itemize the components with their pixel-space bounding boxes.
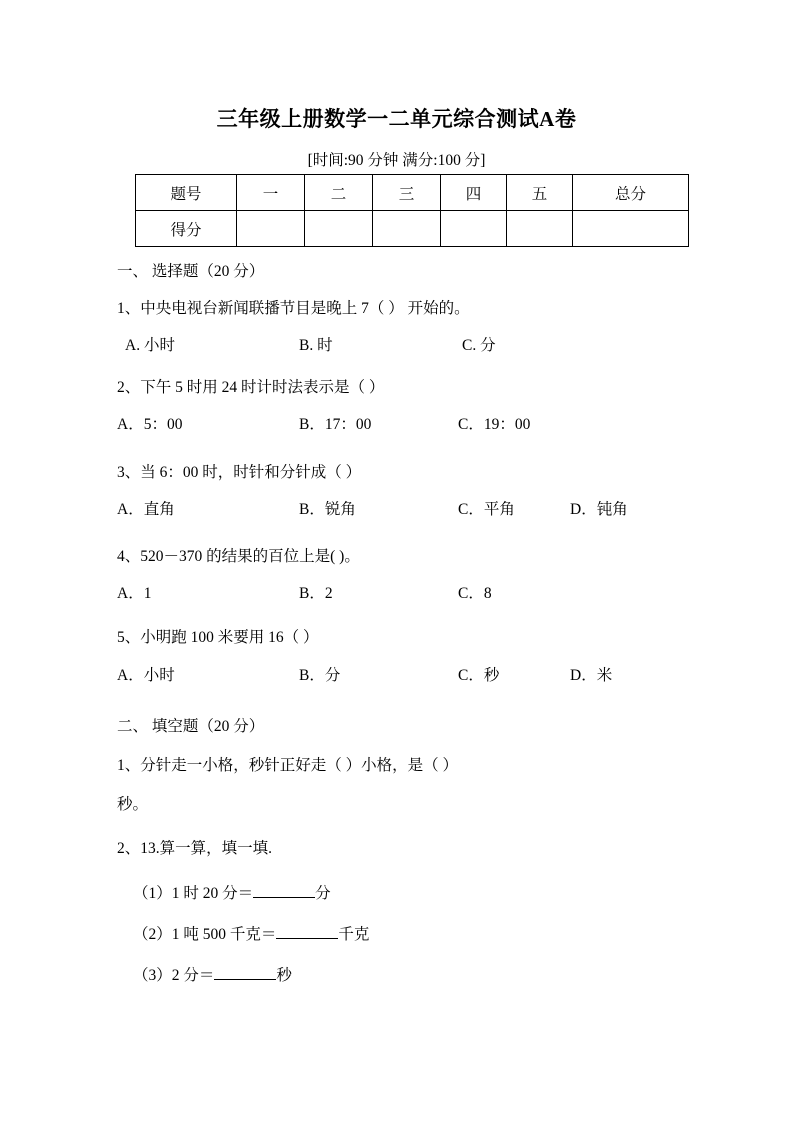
fill-question-2-subitem-2 [133,925,369,943]
page-title: 三年级上册数学一二单元综合测试A卷 [216,107,577,131]
option-5-b[interactable]: B．分 [299,667,341,684]
fill-question-1-stem-line-1: 1、分针走一小格，秒针正好走（ ）小格，是（ ） [117,757,459,774]
option-2-b[interactable]: B．17：00 [299,416,372,433]
table-row [136,211,689,247]
score-table [135,174,689,247]
table-row-label-score: 得分 [136,211,237,247]
score-cell-3[interactable] [373,211,441,247]
option-3-d[interactable]: D．钝角 [570,501,628,518]
exam-meta-line: [时间:90 分钟 满分:100 分] [307,152,486,169]
subitem-2-answer-blank[interactable] [276,925,338,939]
subitem-1-suffix: 分 [315,885,331,902]
fill-question-2-subitem-1 [133,884,331,902]
score-cell-total[interactable] [573,211,689,247]
table-header-col-3: 三 [373,175,441,211]
option-3-b[interactable]: B．锐角 [299,501,356,518]
question-2-stem: 2、下午 5 时用 24 时计时法表示是（ ） [117,379,385,396]
question-4-stem: 4、520－370 的结果的百位上是( )。 [117,548,360,565]
fill-question-1-stem-line-2: 秒。 [117,796,149,813]
score-cell-1[interactable] [237,211,305,247]
subitem-3-suffix: 秒 [276,967,292,984]
option-4-c[interactable]: C．8 [458,585,492,602]
table-header-col-2: 二 [305,175,373,211]
option-2-a[interactable]: A．5：00 [117,416,183,433]
score-cell-4[interactable] [441,211,507,247]
question-3-stem: 3、当 6：00 时，时针和分针成（ ） [117,464,362,481]
option-1-a[interactable]: A. 小时 [125,337,175,354]
option-5-d[interactable]: D．米 [570,667,613,684]
table-row [136,175,689,211]
table-header-col-4: 四 [441,175,507,211]
option-2-c[interactable]: C．19：00 [458,416,531,433]
table-header-col-1: 一 [237,175,305,211]
option-3-a[interactable]: A．直角 [117,501,175,518]
fill-question-2-subitem-3 [133,966,292,984]
subitem-3-answer-blank[interactable] [214,966,276,980]
option-1-c[interactable]: C. 分 [462,337,496,354]
table-header-total: 总分 [573,175,689,211]
subitem-2-prefix: （2）1 吨 500 千克＝ [133,926,277,943]
score-cell-5[interactable] [507,211,573,247]
option-5-c[interactable]: C．秒 [458,667,500,684]
question-1-stem: 1、中央电视台新闻联播节目是晚上 7（ ） 开始的。 [117,300,470,317]
subitem-3-prefix: （3）2 分＝ [133,967,215,984]
subitem-2-suffix: 千克 [338,926,370,943]
fill-question-2-stem: 2、13.算一算，填一填. [117,840,273,857]
section-heading-choice: 一、 选择题（20 分） [117,263,265,280]
option-1-b[interactable]: B. 时 [299,337,333,354]
table-row-label-question-number: 题号 [136,175,237,211]
option-5-a[interactable]: A．小时 [117,667,175,684]
question-5-stem: 5、小明跑 100 米要用 16（ ） [117,629,319,646]
option-3-c[interactable]: C．平角 [458,501,515,518]
option-4-b[interactable]: B．2 [299,585,333,602]
section-heading-fill-blank: 二、 填空题（20 分） [117,718,265,735]
subitem-1-prefix: （1）1 时 20 分＝ [133,885,254,902]
score-cell-2[interactable] [305,211,373,247]
option-4-a[interactable]: A．1 [117,585,152,602]
subitem-1-answer-blank[interactable] [253,884,315,898]
table-header-col-5: 五 [507,175,573,211]
